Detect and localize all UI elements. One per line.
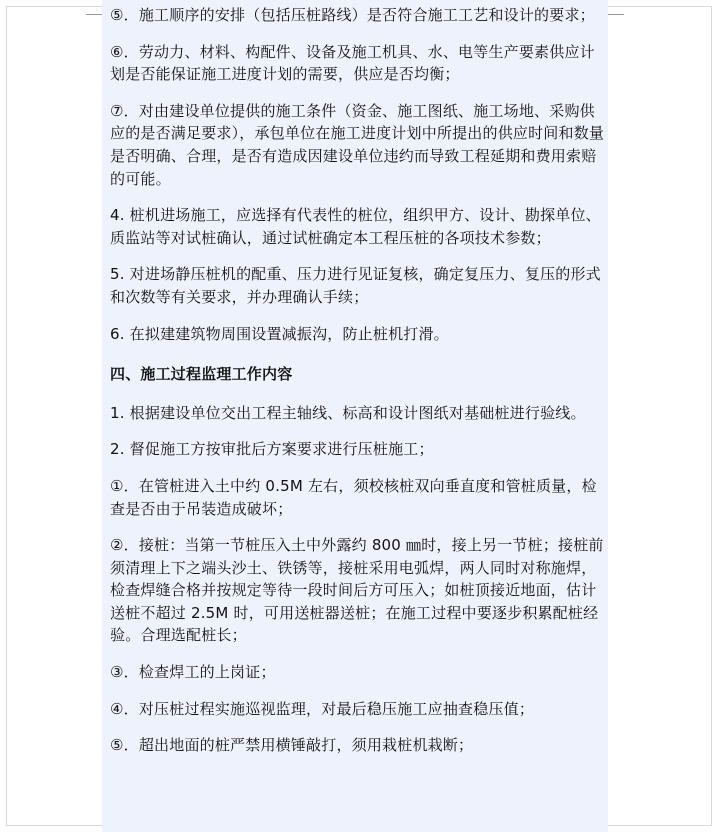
paragraph: ⑦．对由建设单位提供的施工条件（资金、施工图纸、施工场地、采购供应的是否满足要求），承包单位在施工进度计划中所提出的供应时间和数量是否明确、合理，是否有造成因建设单位违约而导致工程延期和费用索赔的可能。 [110, 101, 605, 188]
paragraph: ⑤．超出地面的桩严禁用横锤敲打，须用栽桩机栽断； [110, 736, 474, 755]
paragraph: 5. 对进场静压桩机的配重、压力进行见证复核，确定复压力、复压的形式和次数等有关要求，并办理确认手续； [110, 265, 601, 306]
paragraph: 4. 桩机进场施工，应选择有代表性的桩位，组织甲方、设计、勘探单位、质监站等对试桩确认，通过试桩确定本工程压桩的各项技术参数； [110, 206, 601, 247]
paragraph: ②．接桩：当第一节桩压入土中外露约 800 ㎜时，接上另一节桩；接桩前须清理上下之端头沙土、铁锈等，接桩采用电弧焊，两人同时对称施焊，检查焊缝合格并按规定等待一段时间后方可压入；如桩顶接近地面，估计送桩不超过 2.5M 时，可用送桩器送桩；在施工过程中要逐步积累配桩经验。合理选配桩长； [110, 536, 604, 645]
paragraph: ④．对压桩过程实施巡视监理，对最后稳压施工应抽查稳压值； [110, 699, 535, 718]
paragraph: 1. 根据建设单位交出工程主轴线、标高和设计图纸对基础桩进行验线。 [110, 403, 586, 422]
paragraph: ⑤．施工顺序的安排（包括压桩路线）是否符合施工工艺和设计的要求； [110, 6, 595, 24]
margin-corner-mark-left [86, 0, 103, 15]
paragraphs-container [110, 4, 608, 771]
paragraph: ①．在管桩进入土中约 0.5M 左右，须校核桩双向垂直度和管桩质量，检查是否由于吊装造成破坏； [110, 476, 597, 518]
margin-corner-mark-right [607, 0, 624, 15]
paragraph: ⑥．劳动力、材料、构配件、设备及施工机具、水、电等生产要素供应计划是否能保证施工进度计划的需要，供应是否均衡； [110, 42, 595, 84]
section-heading: 四、施工过程监理工作内容 [110, 365, 293, 384]
paragraph: ③．检查焊工的上岗证； [110, 663, 276, 682]
paragraph: 6. 在拟建建筑物周围设置减振沟，防止桩机打滑。 [110, 324, 449, 343]
text-region [102, 0, 608, 832]
paragraph: 2. 督促施工方按审批后方案要求进行压桩施工； [110, 440, 434, 459]
